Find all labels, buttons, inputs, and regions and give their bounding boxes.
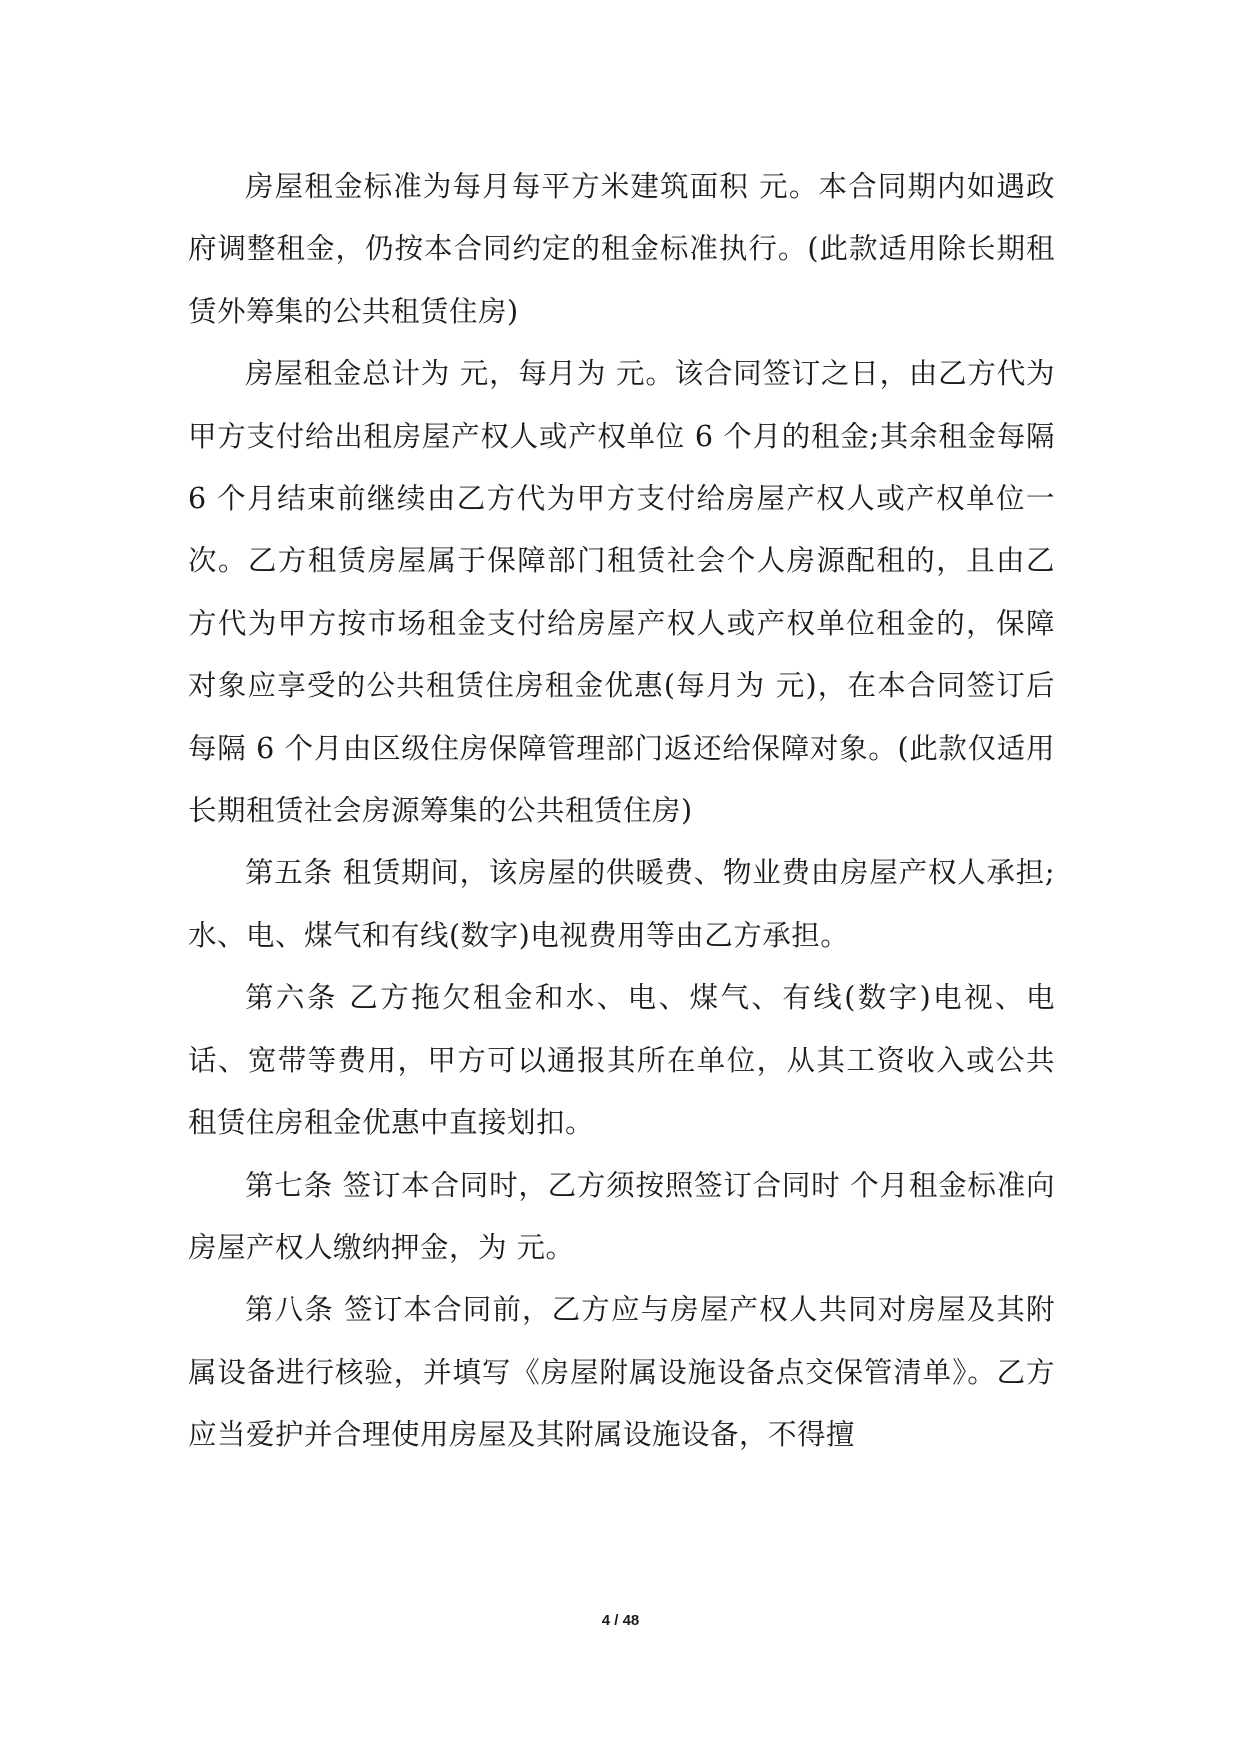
page-number: 4 / 48 [601,1612,640,1629]
paragraph-rent-total: 房屋租金总计为 元，每月为 元。该合同签订之日，由乙方代为甲方支付给出租房屋产权人或产权单位 6 个月的租金;其余租金每隔 6 个月结束前继续由乙方代为甲方支付给房屋产权人或产权单位一次。乙方租赁房屋属于保障部门租赁社会个人房源配租的，且由乙方代为甲方按市场租金支付给房屋产权人或产权单位租金的，保障对象应享受的公共租赁住房租金优惠(每月为 元)，在本合同签订后每隔 6 个月由区级住房保障管理部门返还给保障对象。(此款仅适用长期租赁社会房源筹集的公共租赁住房) [188,357,1055,828]
paragraph-article-6: 第六条 乙方拖欠租金和水、电、煤气、有线(数字)电视、电话、宽带等费用，甲方可以通报其所在单位，从其工资收入或公共租赁住房租金优惠中直接划扣。 [188,981,1055,1140]
paragraph-article-8: 第八条 签订本合同前，乙方应与房屋产权人共同对房屋及其附属设备进行核验，并填写《房屋附属设施设备点交保管清单》。乙方应当爱护并合理使用房屋及其附属设施设备，不得擅 [188,1293,1055,1452]
paragraph-article-7: 第七条 签订本合同时，乙方须按照签订合同时 个月租金标准向房屋产权人缴纳押金，为 元。 [188,1168,1055,1264]
document-body [188,156,1055,1467]
paragraph-rent-standard: 房屋租金标准为每月每平方米建筑面积 元。本合同期内如遇政府调整租金，仍按本合同约定的租金标准执行。(此款适用除长期租赁外筹集的公共租赁住房) [188,170,1055,328]
paragraph-article-5: 第五条 租赁期间，该房屋的供暖费、物业费由房屋产权人承担;水、电、煤气和有线(数字)电视费用等由乙方承担。 [188,856,1055,952]
